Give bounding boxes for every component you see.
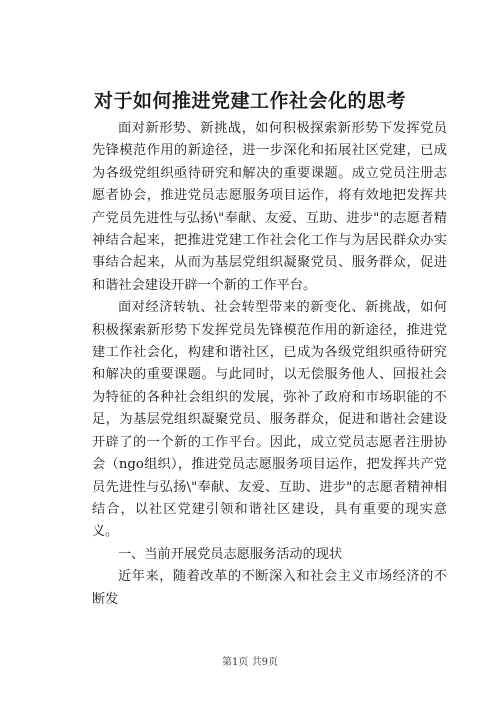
paragraph-3: 近年来，随着改革的不断深入和社会主义市场经济的不断发 [92,569,447,607]
paragraph-1: 面对新形势、新挑战，如何积极探索新形势下发挥党员先锋模范作用的新途径，进一步深化和拓展社区党建，已成为各级党组织亟待研究和解决的重要课题。成立党员注册志愿者协会，推进党员志愿服务项目运作，将有效地把发挥共产党员先进性与弘扬\"奉献、友爱、互助、进步"的志愿者精神结合起来，把推进党建工作社会化工作与为居民群众办实事结合起来，从而为基层党组织凝聚党员、服务群众，促进和谐社会建设开辟一个新的工作平台。 [92,121,447,293]
paragraph-2: 面对经济转轨、社会转型带来的新变化、新挑战，如何积极探索新形势下发挥党员先锋模范作用的新途径，推进党建工作社会化，构建和谐社区，已成为各级党组织亟待研究和解决的重要课题。与此同时，以无偿服务他人、回报社会为特征的各种社会组织的发展，弥补了政府和市场职能的不足，为基层党组织凝聚党员、服务群众，促进和谐社会建设开辟了的一个新的工作平台。因此，成立党员志愿者注册协会（ngo组织），推进党员志愿服务项目运作，把发挥共产党员先进性与弘扬\"奉献、友爱、互助、进步"的志愿者精神相结合，以社区党建引领和谐社区建设，具有重要的现实意义。 [92,300,447,540]
document-title: 对于如何推进党建工作社会化的思考 [93,90,406,112]
document-body [92,118,447,611]
section-heading: 一、当前开展党员志愿服务活动的现状 [118,546,343,562]
page-footer: 第1页 共9页 [222,657,278,668]
